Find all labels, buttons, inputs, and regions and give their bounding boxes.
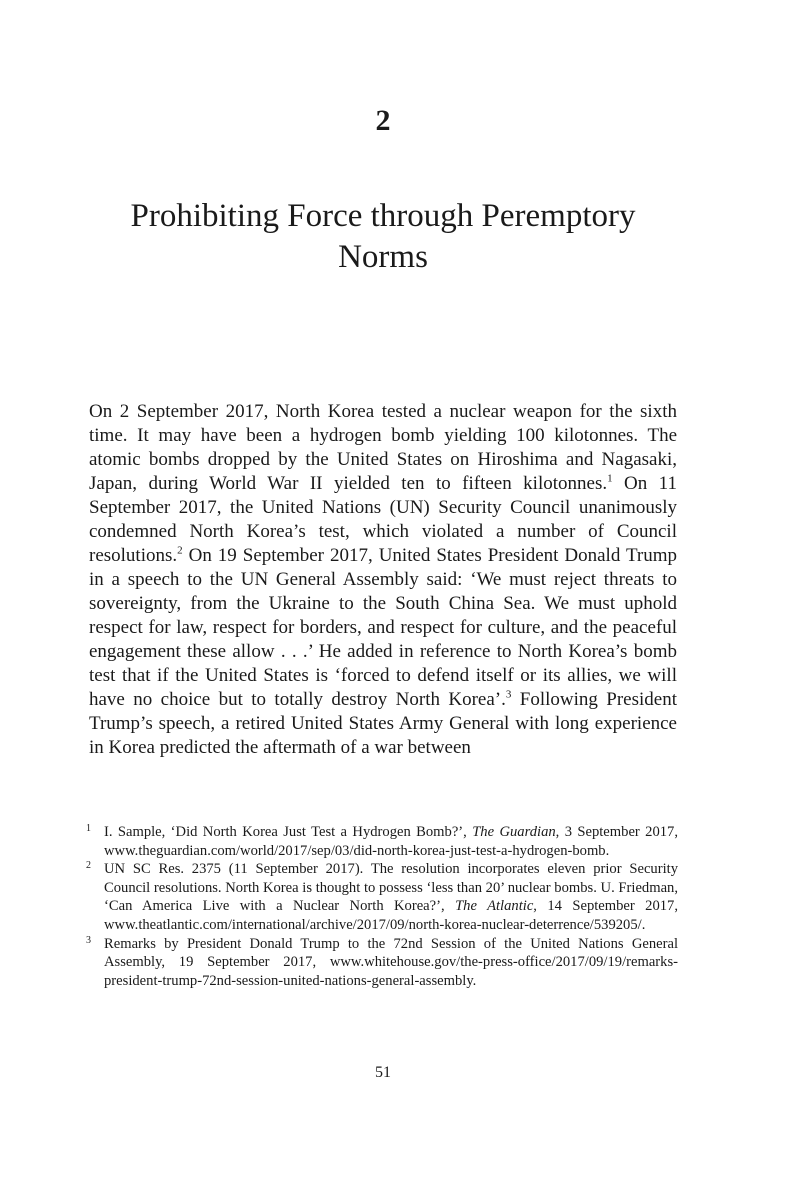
footnote-3 <box>86 935 678 991</box>
footnote-2 <box>86 860 678 934</box>
footnote-reference-2: 2 <box>177 544 183 557</box>
footnote-marker: 1 <box>86 823 91 834</box>
footnote-marker: 2 <box>86 860 91 872</box>
footnote-publication: The Atlantic <box>455 898 534 915</box>
footnote-text: I. Sample, ‘Did North Korea Just Test a Hydrogen Bomb?’, <box>104 824 473 840</box>
footnote-reference-3: 3 <box>505 688 512 701</box>
footnote-text: UN SC Res. 2375 (11 September 2017). The resolution incorporates eleven prior Security Council resolutions. North Korea is thought to possess ‘less than 20’ nuclear bombs. U. Friedman, ‘Can America Live with a Nuclear North Korea?’, <box>104 861 678 915</box>
footnotes <box>86 823 678 990</box>
body-text-segment-1: On 2 September 2017, North Korea tested a nuclear weapon for the sixth time. It may have been a hydrogen bomb yielding 100 kilotonnes. The atomic bombs dropped by the United States on Hiroshima and Nagasaki, Japan, during World War II yielded ten to fifteen kilotonnes. <box>89 401 677 494</box>
body-text-segment-2: On 11 September 2017, the United Nations (UN) Security Council unanimously condemned North Korea’s test, which violated a number of Council resolutions. <box>89 473 677 566</box>
footnote-marker: 3 <box>86 934 91 946</box>
footnote-text: Remarks by President Donald Trump to the 72nd Session of the United Nations General Assembly, 19 September 2017, www.whitehouse.gov/the-press-office/2017/09/19/remarks-president-trump-72nd-session-united-nations-general-assembly. <box>104 935 678 989</box>
footnote-reference-1: 1 <box>607 472 613 485</box>
chapter-number: 2 <box>375 104 391 137</box>
footnote-publication: The Guardian <box>472 824 556 840</box>
body-text-segment-4: Following President Trump’s speech, a retired United States Army General with long experience in Korea predicted the aftermath of a war between <box>89 689 677 758</box>
chapter-title: Prohibiting Force through Peremptory Norms <box>130 198 636 275</box>
body-paragraph <box>89 400 677 760</box>
footnote-1 <box>86 823 678 860</box>
footnote-text: , 3 September 2017, www.theguardian.com/world/2017/sep/03/did-north-korea-just-test-a-hydrogen-bomb. <box>104 824 678 859</box>
body-text-segment-3: On 19 September 2017, United States President Donald Trump in a speech to the UN General Assembly said: ‘We must reject threats to sovereignty, from the Ukraine to the South China Sea. We must uphold respect for law, respect for borders, and respect for culture, and the peaceful engagement these allow . . .’ He added in reference to North Korea’s bomb test that if the United States is ‘forced to defend itself or its allies, we will have no choice but to totally destroy North Korea’. <box>89 545 677 710</box>
page-number: 51 <box>375 1064 391 1081</box>
footnote-text: , 14 September 2017, www.theatlantic.com/international/archive/2017/09/north-korea-nuclear-deterrence/539205/. <box>104 898 678 933</box>
